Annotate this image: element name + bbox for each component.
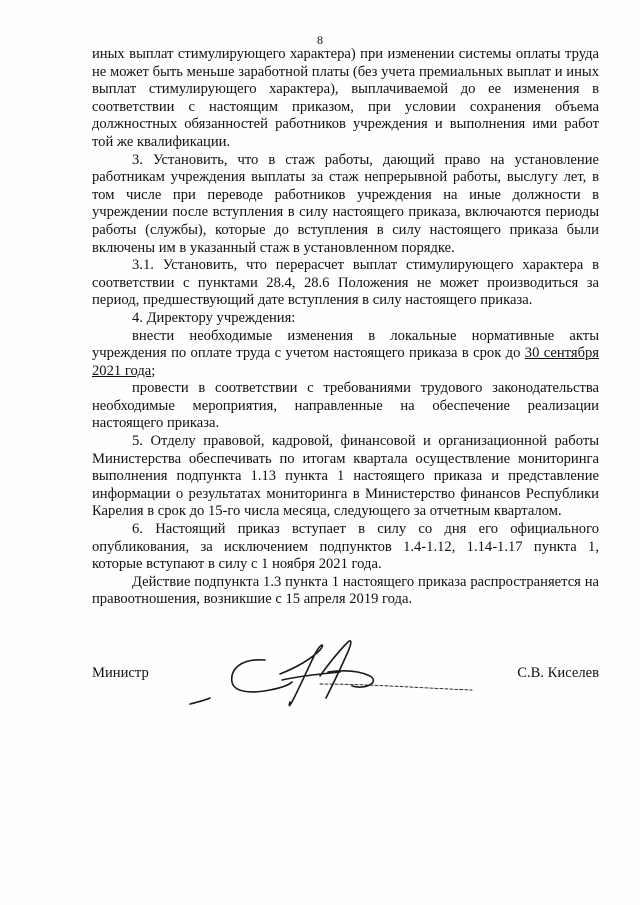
paragraph-4-item-2: провести в соответствии с требованиями трудового законодательства необходимые мероприятия, направленные на обеспечение реализации настоящего приказа. xyxy=(92,380,599,432)
paragraph-4-item-1 xyxy=(92,328,599,381)
paragraph-continuation: иных выплат стимулирующего характера) при изменении системы оплаты труда не может быть меньше заработной платы (без учета премиальных выплат и иных выплат стимулирующего характера), выплачиваемой до ее изменения в соответствии с настоящим приказом, при условии сохранения объема должностных обязанностей работников учреждения и выполнения ими работ той же квалификации. xyxy=(92,46,599,150)
paragraph-3: 3. Установить, что в стаж работы, дающий право на установление работникам учреждения выплаты за стаж непрерывной работы, выслугу лет, в том числе при переводе работников учреждения на иные должности в учреждении после вступления в силу настоящего приказа, включаются периоды работы (службы), которые до вступления в силу настоящего приказа были включены им в указанный стаж в установленном порядке. xyxy=(92,151,599,256)
paragraph-4-item-1-text: внести необходимые изменения в локальные нормативные акты учреждения по оплате труда с учетом настоящего приказа в срок до xyxy=(92,327,599,362)
page-number: 8 xyxy=(317,33,323,47)
signatory-name: С.В. Киселев xyxy=(517,665,599,681)
paragraph-5: 5. Отделу правовой, кадровой, финансовой и организационной работы Министерства обеспечивать по итогам квартала осуществление мониторинга выполнения подпункта 1.13 пункта 1 настоящего приказа и представление информации о результатах мониторинга в Министерство финансов Республики Карелия в срок до 15-го числа месяца, следующего за отчетным кварталом. xyxy=(92,433,599,520)
deadline-date: 30 сентября 2021 года xyxy=(92,345,599,379)
signatory-title: Министр xyxy=(92,665,149,681)
paragraph-3-1: 3.1. Установить, что перерасчет выплат стимулирующего характера в соответствии с пунктами 28.4, 28.6 Положения не может производиться за период, предшествующий дате вступления в силу настоящего приказа. xyxy=(92,257,599,309)
paragraph-4-item-1-end: ; xyxy=(151,362,156,379)
paragraph-6: 6. Настоящий приказ вступает в силу со дня его официального опубликования, за исключением подпунктов 1.4-1.12, 1.14-1.17 пункта 1, которые вступают в силу с 1 ноября 2021 года. xyxy=(92,521,599,573)
paragraph-4: 4. Директору учреждения: xyxy=(132,309,296,326)
paragraph-effect: Действие подпункта 1.3 пункта 1 настоящего приказа распространяется на правоотношения, возникшие с 15 апреля 2019 года. xyxy=(92,573,599,608)
document-body xyxy=(92,46,599,609)
handwritten-signature xyxy=(170,632,480,712)
